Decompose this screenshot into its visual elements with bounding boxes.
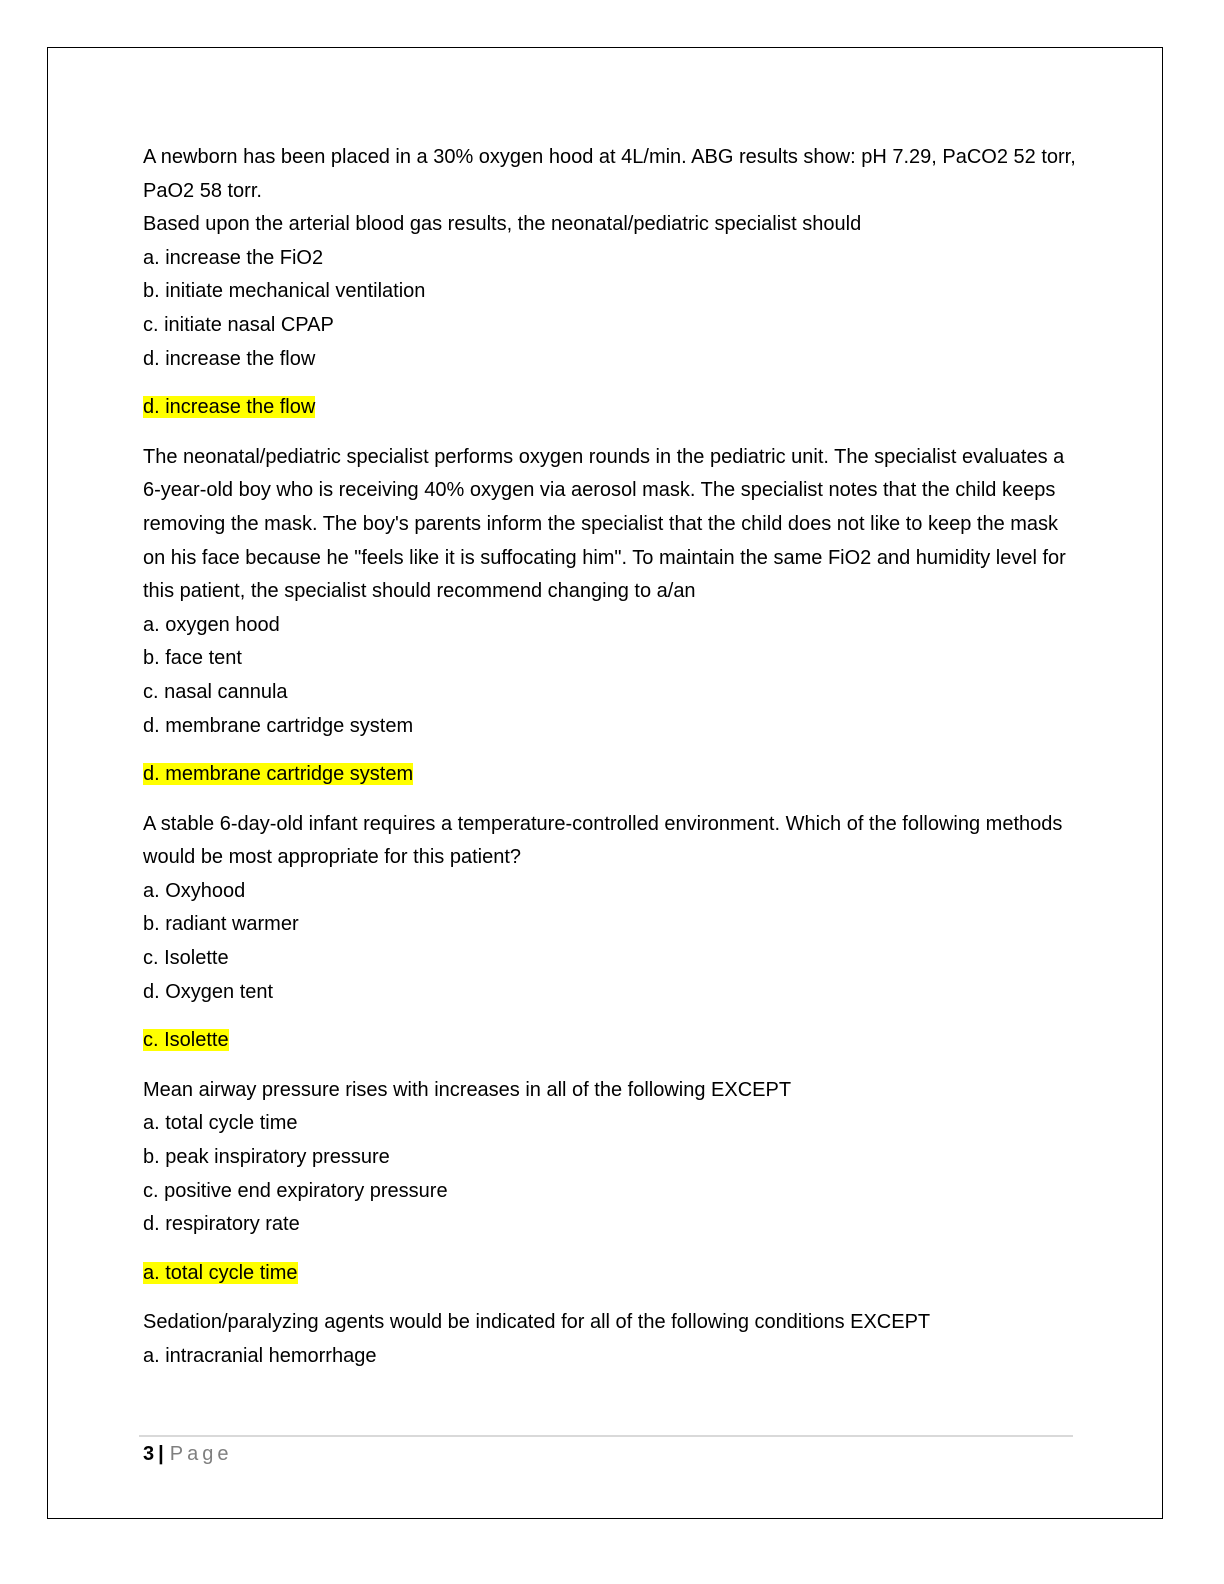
question-text: A stable 6-day-old infant requires a temperature-controlled environment. Which of the following methods would be most appropriate for this patient? xyxy=(143,812,1063,869)
question-text: The neonatal/pediatric specialist performs oxygen rounds in the pediatric unit. The specialist evaluates a 6-year-old boy who is receiving 40% oxygen via aerosol mask. The specialist notes that the child keeps removing the mask. The boy's parents inform the specialist that the child does not like to keep the mask on his face because he "feels like it is suffocating him". To maintain the same FiO2 and humidity level for this patient, the specialist should recommend changing to a/an xyxy=(143,445,1066,603)
option-item: a. increase the FiO2 xyxy=(143,246,324,269)
question-text: Mean airway pressure rises with increases in all of the following EXCEPT xyxy=(143,1078,792,1101)
page-number: 3 xyxy=(143,1443,155,1465)
option-list xyxy=(143,1107,1078,1241)
question-2 xyxy=(143,441,1078,792)
option-item: c. initiate nasal CPAP xyxy=(143,313,334,336)
option-item: d. respiratory rate xyxy=(143,1213,300,1236)
option-list xyxy=(143,242,1078,376)
option-item: c. Isolette xyxy=(143,947,229,970)
answer-line xyxy=(143,391,1078,425)
option-item: c. nasal cannula xyxy=(143,680,288,703)
footer-separator: | xyxy=(158,1443,164,1465)
option-list xyxy=(143,1340,1078,1374)
question-text: A newborn has been placed in a 30% oxygen hood at 4L/min. ABG results show: pH 7.29, PaCO2 52 torr, PaO2 58 torr. xyxy=(143,146,1076,202)
option-item: d. increase the flow xyxy=(143,347,316,370)
option-list xyxy=(143,609,1078,743)
document-body xyxy=(143,141,1078,1374)
question-text: Sedation/paralyzing agents would be indicated for all of the following conditions EXCEPT xyxy=(143,1311,931,1334)
answer-line xyxy=(143,1257,1078,1291)
question-5 xyxy=(143,1306,1078,1373)
question-4 xyxy=(143,1074,1078,1291)
question-1 xyxy=(143,141,1078,425)
option-item: a. Oxyhood xyxy=(143,879,246,902)
highlighted-answer: d. increase the flow xyxy=(143,396,316,419)
option-item: a. intracranial hemorrhage xyxy=(143,1345,377,1367)
footer-divider xyxy=(139,1435,1073,1437)
page-footer xyxy=(143,1439,232,1469)
highlighted-answer: d. membrane cartridge system xyxy=(143,763,414,786)
question-3 xyxy=(143,808,1078,1058)
option-item: c. positive end expiratory pressure xyxy=(143,1179,448,1202)
option-item: a. total cycle time xyxy=(143,1112,298,1135)
option-item: d. membrane cartridge system xyxy=(143,714,414,737)
option-item: b. peak inspiratory pressure xyxy=(143,1146,390,1169)
highlighted-answer: c. Isolette xyxy=(143,1029,229,1052)
answer-line xyxy=(143,1024,1078,1058)
option-item: b. face tent xyxy=(143,647,242,670)
answer-line xyxy=(143,758,1078,792)
option-item: d. Oxygen tent xyxy=(143,980,274,1003)
page-label: Page xyxy=(169,1443,233,1465)
option-item: a. oxygen hood xyxy=(143,613,280,636)
option-list xyxy=(143,875,1078,1009)
question-text: Based upon the arterial blood gas results, the neonatal/pediatric specialist should xyxy=(143,213,862,236)
option-item: b. radiant warmer xyxy=(143,913,299,936)
highlighted-answer: a. total cycle time xyxy=(143,1261,298,1284)
option-item: b. initiate mechanical ventilation xyxy=(143,280,426,303)
